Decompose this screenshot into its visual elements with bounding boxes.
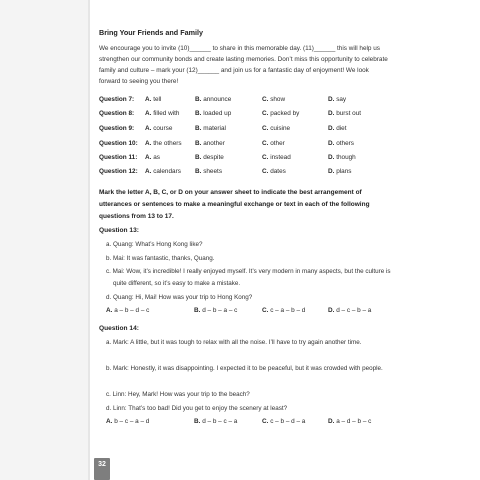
exchange-item: d. Linn: That’s too bad! Did you get to enjoy the scenery at least? xyxy=(106,405,288,412)
passage-text-4: and join us for a fantastic day of enjoyment! We look forward to seeing you there! xyxy=(99,67,369,85)
option-b[interactable]: B. material xyxy=(195,125,226,132)
answer-options-row xyxy=(106,307,396,317)
exchange-item: c. Mai: Wow, it’s incredible! I really enjoyed myself. It’s very modern in many aspects, but the culture is quite different, so it’s easy to make a mistake. xyxy=(106,268,391,287)
section-title: Bring Your Friends and Family xyxy=(99,28,203,37)
blank-11: ______ xyxy=(313,45,336,52)
option-b[interactable]: B. sheets xyxy=(195,168,223,175)
option-d[interactable]: D. d – c – b – a xyxy=(328,307,372,314)
question-label: Question 7: xyxy=(99,96,135,103)
blank-10: ______ xyxy=(189,45,211,52)
option-c[interactable]: C. cuisine xyxy=(262,125,291,132)
question-13-heading: Question 13: xyxy=(99,227,139,234)
passage-paragraph xyxy=(99,43,389,87)
question-14-heading: Question 14: xyxy=(99,325,139,332)
blank-12: ______ xyxy=(197,67,220,74)
question-row xyxy=(99,140,399,150)
option-a[interactable]: A. a – b – d – c xyxy=(106,307,150,314)
exchange-item: c. Linn: Hey, Mark! How was your trip to the beach? xyxy=(106,391,250,398)
option-b[interactable]: B. another xyxy=(195,140,225,147)
question-row xyxy=(99,168,399,178)
question-label: Question 8: xyxy=(99,110,135,117)
option-c[interactable]: C. c – b – d – a xyxy=(262,418,306,425)
option-b[interactable]: B. despite xyxy=(195,154,224,161)
option-a[interactable]: A. course xyxy=(145,125,173,132)
question-label: Question 11: xyxy=(99,154,138,161)
exchange-item: b. Mark: Honestly, it was disappointing. I expected it to be peaceful, but it was crowded with people. xyxy=(106,365,383,372)
passage-text-3: this will help us strengthen our community bonds and create lasting memories. Don’t miss this opportunity to celebrate family and culture – mark your (12) xyxy=(99,45,388,74)
option-a[interactable]: A. tell xyxy=(145,96,162,103)
option-c[interactable]: C. show xyxy=(262,96,286,103)
option-a[interactable]: A. calendars xyxy=(145,168,181,175)
exchange-item: a. Quang: What’s Hong Kong like? xyxy=(106,241,203,248)
option-a[interactable]: A. the others xyxy=(145,140,182,147)
option-d[interactable]: D. diet xyxy=(328,125,347,132)
instruction-text: Mark the letter A, B, C, or D on your answer sheet to indicate the best arrangement of utterances or sentences to make a meaningful exchange or text in each of the following questions from 13 to 17. xyxy=(99,189,370,220)
exchange-item: d. Quang: Hi, Mai! How was your trip to Hong Kong? xyxy=(106,294,253,301)
option-c[interactable]: C. packed by xyxy=(262,110,300,117)
option-b[interactable]: B. d – b – a – c xyxy=(194,307,238,314)
option-d[interactable]: D. though xyxy=(328,154,356,161)
question-row xyxy=(99,154,399,164)
question-label: Question 10: xyxy=(99,140,138,147)
option-d[interactable]: D. burst out xyxy=(328,110,362,117)
option-a[interactable]: A. filled with xyxy=(145,110,180,117)
question-row xyxy=(99,110,399,120)
question-label: Question 12: xyxy=(99,168,138,175)
option-a[interactable]: A. b – c – a – d xyxy=(106,418,150,425)
page-number: 32 xyxy=(94,458,110,480)
passage-text-2: to share in this memorable day. (11) xyxy=(210,45,314,52)
exchange-item: a. Mark: A little, but it was tough to relax with all the noise. I’ll have to try again another time. xyxy=(106,339,362,346)
option-c[interactable]: C. instead xyxy=(262,154,291,161)
question-row xyxy=(99,125,399,135)
option-a[interactable]: A. as xyxy=(145,154,160,161)
passage-text-1: We encourage you to invite (10) xyxy=(99,45,190,52)
option-b[interactable]: B. d – b – c – a xyxy=(194,418,238,425)
option-b[interactable]: B. loaded up xyxy=(195,110,232,117)
option-b[interactable]: B. announce xyxy=(195,96,232,103)
left-margin-strip xyxy=(0,0,88,480)
option-d[interactable]: D. a – d – b – c xyxy=(328,418,372,425)
exchange-item: b. Mai: It was fantastic, thanks, Quang. xyxy=(106,255,215,262)
option-d[interactable]: D. others xyxy=(328,140,354,147)
question-label: Question 9: xyxy=(99,125,135,132)
option-c[interactable]: C. other xyxy=(262,140,285,147)
option-d[interactable]: D. say xyxy=(328,96,347,103)
answer-options-row xyxy=(106,418,396,428)
option-c[interactable]: C. dates xyxy=(262,168,286,175)
option-d[interactable]: D. plans xyxy=(328,168,352,175)
option-c[interactable]: C. c – a – b – d xyxy=(262,307,306,314)
question-row xyxy=(99,96,399,106)
